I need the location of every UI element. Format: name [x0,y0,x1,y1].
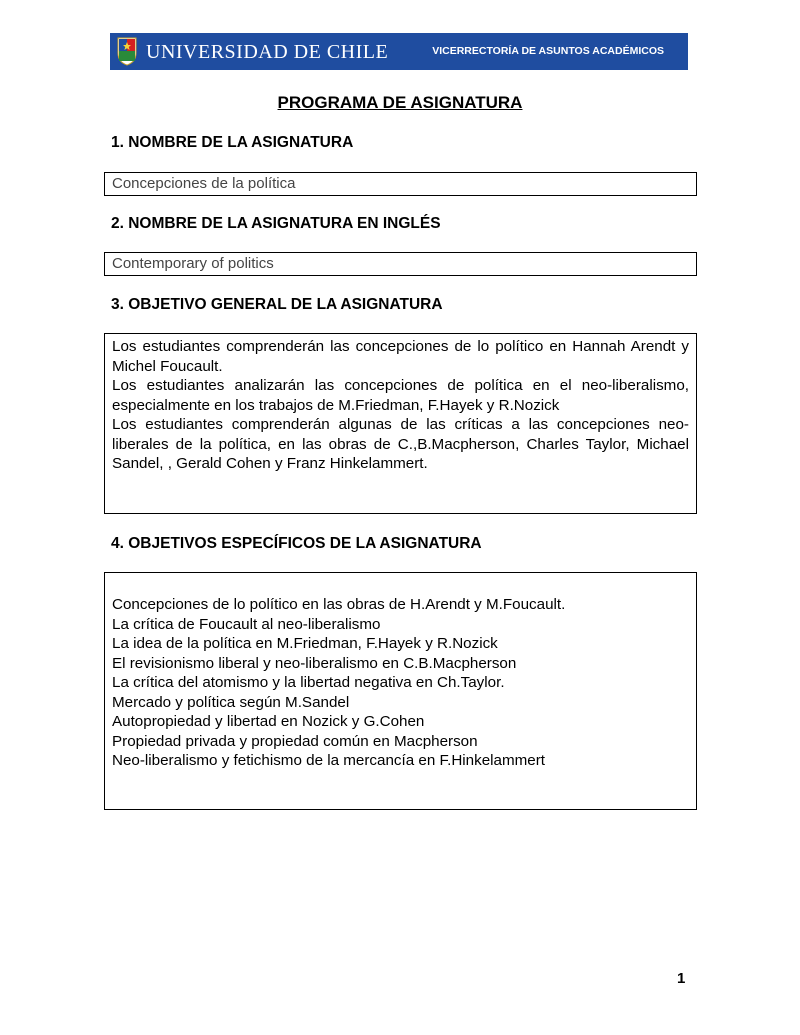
list-item: El revisionismo liberal y neo-liberalismo en C.B.Macpherson [112,654,517,672]
page-number: 1 [677,970,686,987]
objective-paragraph: Los estudiantes comprenderán las concepciones de lo político en Hannah Arendt y Michel Foucault. [112,338,689,375]
page-title: PROGRAMA DE ASIGNATURA [277,93,523,112]
university-crest-icon [116,36,138,66]
course-name-value: Concepciones de la política [112,175,296,192]
list-item: Neo-liberalismo y fetichismo de la mercancía en F.Hinkelammert [112,752,545,769]
university-name: UNIVERSIDAD DE CHILE [146,41,389,63]
specific-objectives-box [104,572,697,810]
list-item: Autopropiedad y libertad en Nozick y G.Cohen [112,713,425,730]
course-name-english-box [104,252,697,276]
section-4-heading: 4. OBJETIVOS ESPECÍFICOS DE LA ASIGNATURA [111,535,482,552]
list-item: La crítica del atomismo y la libertad negativa en Ch.Taylor. [112,674,505,691]
section-2-heading: 2. NOMBRE DE LA ASIGNATURA EN INGLÉS [111,215,441,232]
section-1-heading: 1. NOMBRE DE LA ASIGNATURA [111,134,354,151]
list-item: Concepciones de lo político en las obras de H.Arendt y M.Foucault. [112,596,566,613]
office-name: VICERRECTORÍA DE ASUNTOS ACADÉMICOS [432,45,664,57]
list-item: La crítica de Foucault al neo-liberalismo [112,615,381,633]
objective-paragraph: Los estudiantes analizarán las concepciones de política en el neo-liberalismo, especialmente en los trabajos de M.Friedman, F.Hayek y R.Nozick [112,377,689,414]
list-item: Propiedad privada y propiedad común en Macpherson [112,732,478,750]
course-name-box [104,172,697,196]
header-banner [110,33,688,70]
list-item: Mercado y política según M.Sandel [112,693,350,711]
section-3-heading: 3. OBJETIVO GENERAL DE LA ASIGNATURA [111,296,443,313]
list-item: La idea de la política en M.Friedman, F.Hayek y R.Nozick [112,635,498,652]
objective-paragraph: Los estudiantes comprenderán algunas de las críticas a las concepciones neo-liberales de la política, en las obras de C.,B.Macpherson, Charles Taylor, Michael Sandel, , Gerald Cohen y Franz Hinkelammert. [112,416,689,472]
course-name-english-value: Contemporary of politics [112,255,274,272]
general-objective-box [104,333,697,514]
